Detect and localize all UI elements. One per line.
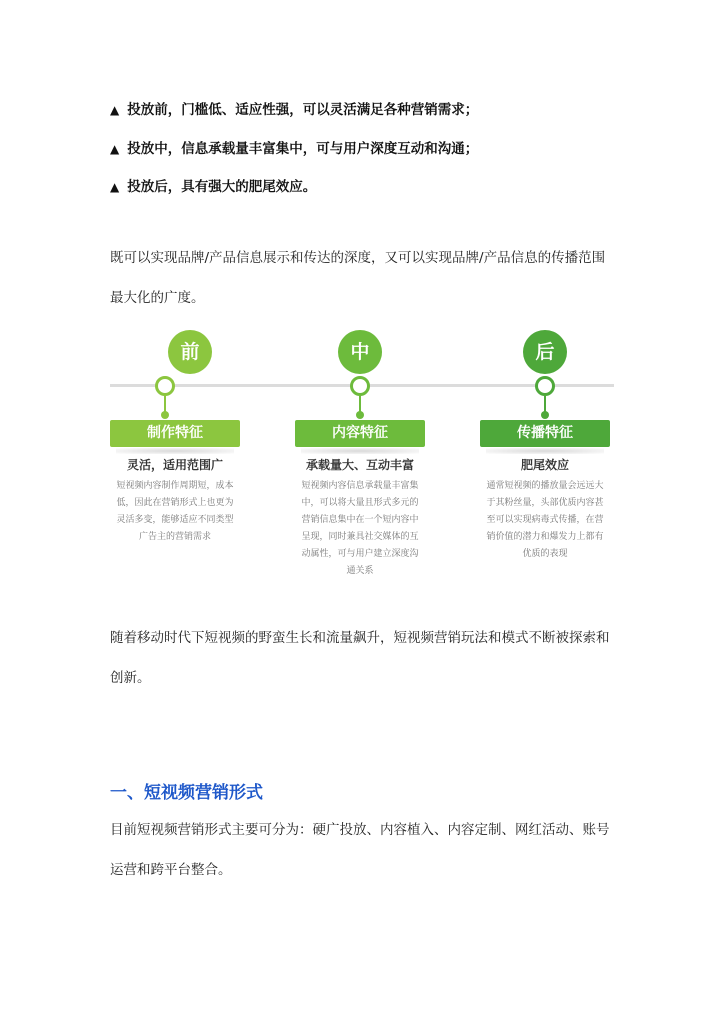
stage-badge: 后 bbox=[523, 330, 567, 374]
bullet-item bbox=[110, 175, 316, 195]
bullet-item bbox=[110, 98, 478, 118]
body-paragraph: 随着移动时代下短视频的野蛮生长和流量飙升，短视频营销玩法和模式不断被探索和创新。 bbox=[110, 630, 610, 686]
connector-dot bbox=[356, 411, 364, 419]
triangle-icon: ▲ bbox=[110, 103, 120, 117]
infographic-column-during bbox=[295, 322, 455, 580]
banner-shadow bbox=[486, 448, 604, 454]
body-paragraph: 目前短视频营销形式主要可分为：硬广投放、内容植入、内容定制、网红活动、账号运营和跨平台整合。 bbox=[110, 822, 610, 878]
timeline-node-icon bbox=[535, 376, 555, 396]
timeline-node-icon bbox=[350, 376, 370, 396]
stage-subtitle: 灵活，适用范围广 bbox=[126, 458, 223, 472]
bullet-text: 投放后，具有强大的肥尾效应。 bbox=[127, 179, 317, 195]
stage-banner: 内容特征 bbox=[295, 420, 425, 447]
stage-badge: 前 bbox=[168, 330, 212, 374]
bullet-text: 投放中，信息承载量丰富集中，可与用户深度互动和沟通； bbox=[127, 141, 479, 157]
banner-shadow bbox=[301, 448, 419, 454]
infographic-timeline bbox=[110, 322, 614, 580]
banner-shadow bbox=[116, 448, 234, 454]
triangle-icon: ▲ bbox=[110, 180, 120, 194]
stage-description: 短视频内容制作周期短，成本低，因此在营销形式上也更为灵活多变，能够适应不同类型广告主的营销需求 bbox=[116, 481, 234, 542]
connector-dot bbox=[541, 411, 549, 419]
connector-dot bbox=[161, 411, 169, 419]
infographic-column-before bbox=[110, 322, 270, 580]
stage-description: 短视频内容信息承载量丰富集中，可以将大量且形式多元的营销信息集中在一个短内容中呈现，同时兼具社交媒体的互动属性，可与用户建立深度沟通关系 bbox=[301, 481, 419, 576]
stage-subtitle: 肥尾效应 bbox=[520, 458, 569, 472]
infographic-column-after bbox=[480, 322, 640, 580]
bullet-text: 投放前，门槛低、适应性强，可以灵活满足各种营销需求； bbox=[127, 102, 479, 118]
body-paragraph: 既可以实现品牌/产品信息展示和传达的深度，又可以实现品牌/产品信息的传播范围最大化的广度。 bbox=[110, 250, 606, 306]
triangle-icon: ▲ bbox=[110, 142, 120, 156]
stage-subtitle: 承载量大、互动丰富 bbox=[305, 458, 414, 472]
timeline-node-icon bbox=[155, 376, 175, 396]
stage-description: 通常短视频的播放量会远远大于其粉丝量，头部优质内容甚至可以实现病毒式传播，在营销价值的潜力和爆发力上都有优质的表现 bbox=[486, 481, 604, 559]
section-heading: 一、短视频营销形式 bbox=[110, 783, 263, 803]
stage-banner: 传播特征 bbox=[480, 420, 610, 447]
bullet-item bbox=[110, 137, 478, 157]
stage-badge: 中 bbox=[338, 330, 382, 374]
stage-banner: 制作特征 bbox=[110, 420, 240, 447]
